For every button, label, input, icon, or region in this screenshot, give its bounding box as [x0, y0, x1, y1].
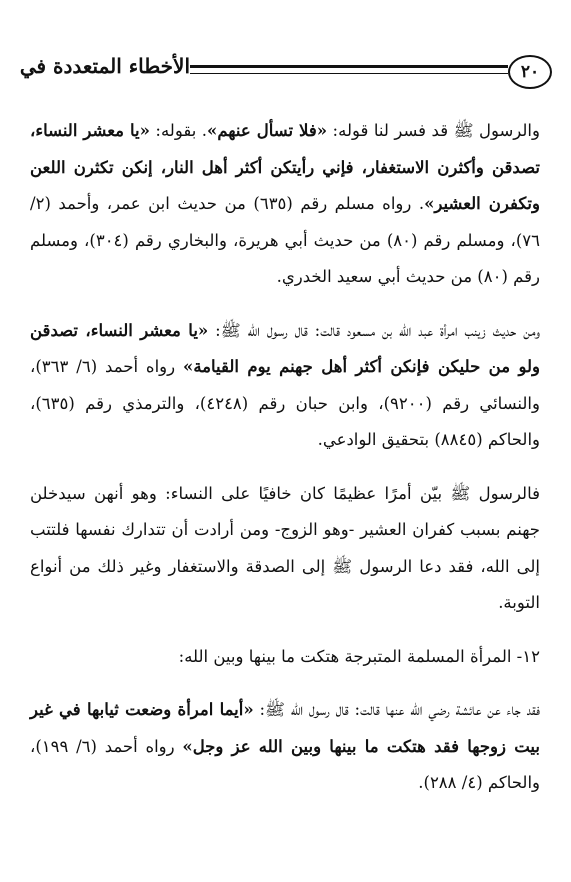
- quran-quote: «فلا تسأل عنهم»: [207, 121, 328, 140]
- paragraph-aisha-hadith: [30, 692, 540, 802]
- section-heading-text: ١٢- المرأة المسلمة المتبرجة هتكت ما بينها وبين الله:: [178, 646, 540, 666]
- citation-text: . رواه مسلم رقم (٦٣٥) من حديث ابن عمر، وأحمد (٢/ ٧٦)، ومسلم رقم (٨٠) من حديث أبي هريرة، والبخاري رقم (٣٠٤)، ومسلم رقم (٨٠) من حديث أبي سعيد الخدري.: [30, 194, 541, 286]
- citation-text: رواه أحمد (٦/ ٣٦٣)، والنسائي رقم (٩٢٠٠)، وابن حبان رقم (٤٢٤٨)، والترمذي رقم (٦٣٥)، والحاكم (٨٨٤٥) بتحقيق الوادعي.: [30, 357, 540, 449]
- paragraph-hadith-women-charity: [30, 113, 540, 296]
- hadith-quote: «يا معشر النساء، تصدقن وأكثرن الاستغفار، فإني رأيتكن أكثر أهل النار، إنكن تكثرن اللعن وتكفرن العشير»: [30, 121, 540, 213]
- text-segment: . بقوله:: [149, 121, 208, 140]
- header-rule: [190, 65, 508, 74]
- text-segment: والرسول ﷺ قد فسر لنا قوله:: [327, 121, 540, 140]
- running-title: الأخطاء المتعددة في: [19, 54, 190, 78]
- citation-text: رواه أحمد (٦/ ١٩٩)، والحاكم (٤/ ٢٨٨).: [30, 736, 540, 792]
- paragraph-zainab-hadith: [30, 313, 540, 459]
- text-segment: فقد جاء عن عائشة رضي الله عنها قالت: قال رسول الله ﷺ:: [253, 700, 540, 719]
- page-number: ٢٠: [508, 55, 552, 89]
- text-segment: ومن حديث زينب امرأة عبد الله بن مسعود قالت: قال رسول الله ﷺ:: [208, 320, 540, 340]
- section-heading: [30, 639, 540, 676]
- paragraph-explanation: [30, 476, 540, 622]
- hadith-quote: «يا معشر النساء، تصدقن ولو من حليكن فإنكن أكثر أهل جهنم يوم القيامة»: [30, 320, 540, 376]
- page-header: [12, 52, 560, 98]
- text-segment: فالرسول ﷺ بيّن أمرًا عظيمًا كان خافيًا على النساء: وهو أنهن سيدخلن جهنم بسبب كفران العشير -وهو الزوج- ومن أرادت أن تتدارك نفسها فلتتب إلى الله، فقد دعا الرسول ﷺ إلى الصدقة والاستغفار وغير ذلك من أنواع التوبة.: [30, 483, 541, 612]
- hadith-quote: «أيما امرأة وضعت ثيابها في غير بيت زوجها فقد هتكت ما بينها وبين الله عز وجل»: [30, 700, 540, 756]
- page-body: [30, 113, 540, 802]
